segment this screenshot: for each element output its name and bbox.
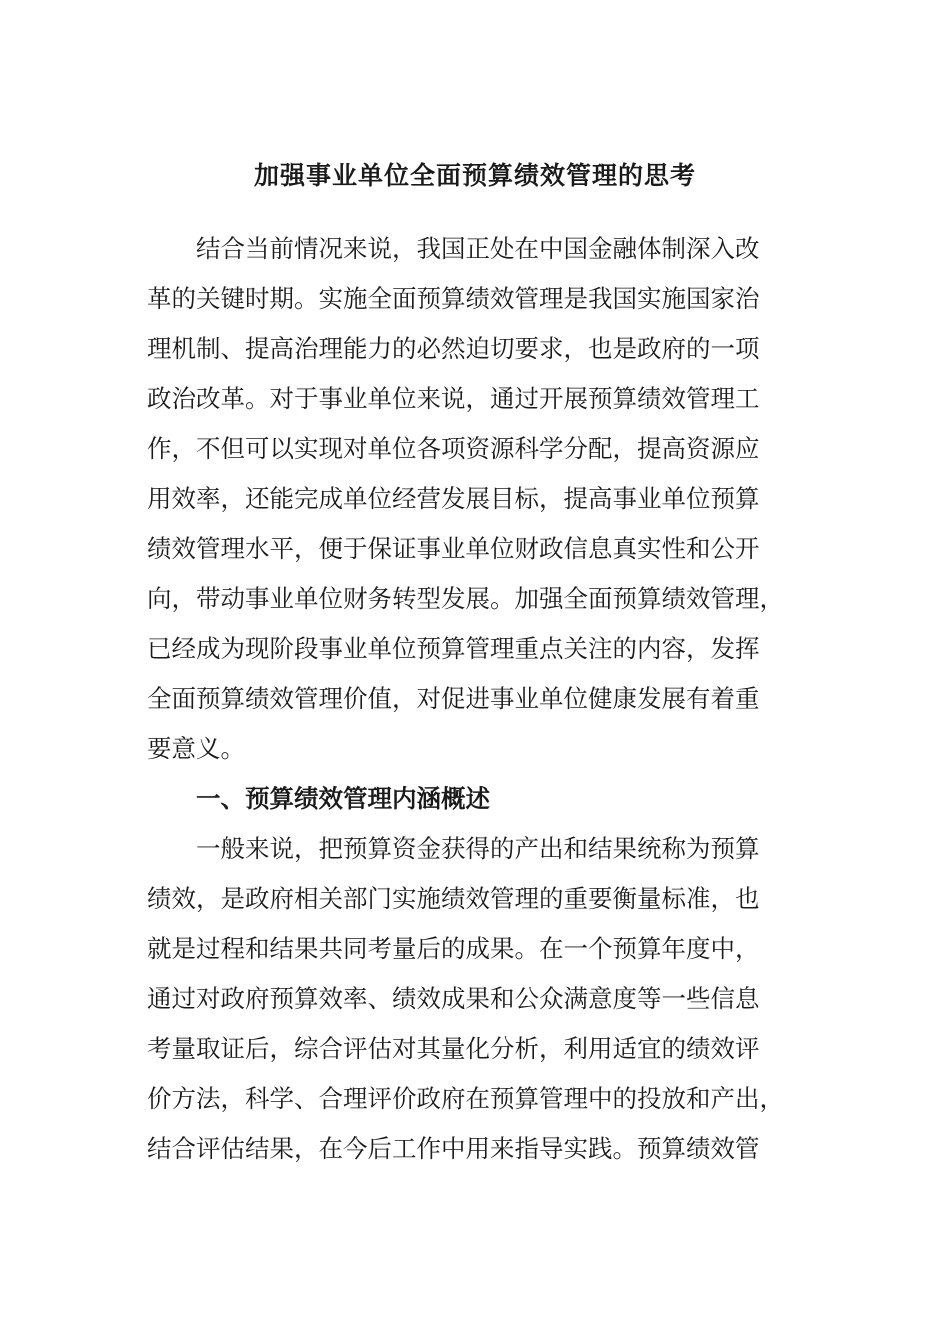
paragraph-line: 考量取证后，综合评估对其量化分析，利用适宜的绩效评 (147, 1034, 760, 1063)
paragraph-line: 作，不但可以实现对单位各项资源科学分配，提高资源应 (147, 434, 760, 463)
paragraph-line: 通过对政府预算效率、绩效成果和公众满意度等一些信息 (147, 984, 760, 1013)
paragraph-line: 向，带动事业单位财务转型发展。加强全面预算绩效管理， (147, 584, 784, 613)
paragraph-line: 全面预算绩效管理价值，对促进事业单位健康发展有着重 (147, 684, 760, 713)
paragraph-line: 用效率，还能完成单位经营发展目标，提高事业单位预算 (147, 484, 760, 513)
paragraph-line: 理机制、提高治理能力的必然迫切要求，也是政府的一项 (147, 334, 760, 363)
paragraph-line: 已经成为现阶段事业单位预算管理重点关注的内容，发挥 (147, 634, 760, 663)
paragraph-line: 政治改革。对于事业单位来说，通过开展预算绩效管理工 (147, 384, 760, 413)
paragraph-line: 就是过程和结果共同考量后的成果。在一个预算年度中， (147, 934, 760, 963)
paragraph-line: 绩效，是政府相关部门实施绩效管理的重要衡量标准，也 (147, 884, 760, 913)
paragraph-line: 一般来说，把预算资金获得的产出和结果统称为预算 (196, 834, 760, 863)
paragraph-line: 革的关键时期。实施全面预算绩效管理是我国实施国家治 (147, 284, 760, 313)
paragraph-line: 结合评估结果，在今后工作中用来指导实践。预算绩效管 (147, 1134, 760, 1163)
document-title: 加强事业单位全面预算绩效管理的思考 (253, 161, 696, 190)
paragraph-line: 结合当前情况来说，我国正处在中国金融体制深入改 (196, 234, 760, 263)
paragraph-line: 价方法，科学、合理评价政府在预算管理中的投放和产出， (147, 1084, 784, 1113)
paragraph-line: 绩效管理水平，便于保证事业单位财政信息真实性和公开 (147, 534, 760, 563)
paragraph-line: 要意义。 (147, 734, 245, 763)
section-heading: 一、预算绩效管理内涵概述 (196, 784, 490, 813)
